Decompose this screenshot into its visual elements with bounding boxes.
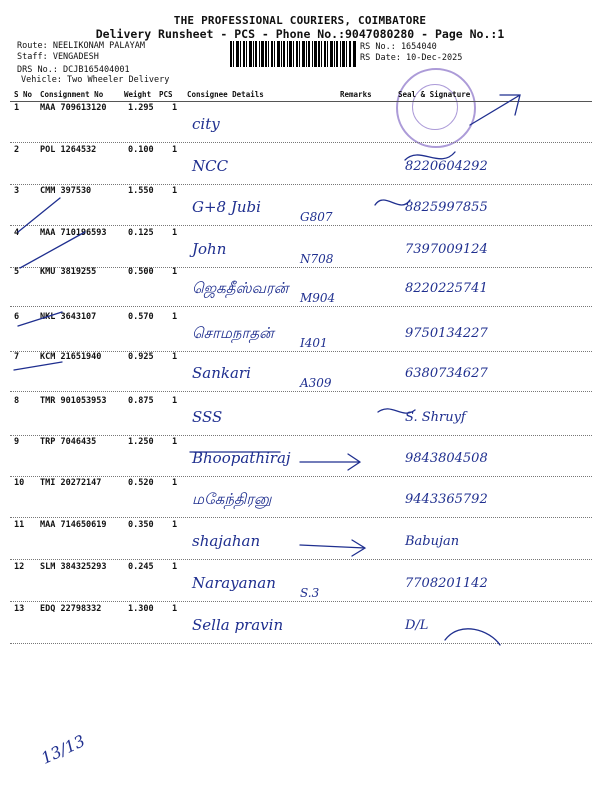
row-pcs: 1 <box>172 478 178 488</box>
row-consignee-extra: S.3 <box>300 586 320 600</box>
row-signature: 7708201142 <box>405 576 488 591</box>
row-sno: 1 <box>14 103 20 113</box>
row-consignment-no: KMU 3819255 <box>40 267 97 277</box>
row-weight: 1.250 <box>128 437 154 447</box>
row-signature: 9750134227 <box>405 326 488 341</box>
header-rule <box>10 101 592 102</box>
row-consignee: shajahan <box>192 532 261 550</box>
row-weight: 0.875 <box>128 396 154 406</box>
row-divider <box>10 476 592 477</box>
row-sno: 7 <box>14 352 20 362</box>
row-consignee: Narayanan <box>192 574 276 592</box>
row-divider <box>10 267 592 268</box>
row-pcs: 1 <box>172 103 178 113</box>
row-consignee: city <box>192 115 220 133</box>
row-sno: 11 <box>14 520 25 530</box>
col-consignee: Consignee Details <box>187 90 264 99</box>
row-divider <box>10 225 592 226</box>
row-sno: 10 <box>14 478 25 488</box>
col-weight: Weight <box>124 90 152 99</box>
row-weight: 0.125 <box>128 228 154 238</box>
row-signature: Babujan <box>405 534 460 549</box>
seal-stamp <box>396 68 476 148</box>
row-weight: 0.245 <box>128 562 154 572</box>
row-pcs: 1 <box>172 562 178 572</box>
row-divider <box>10 142 592 143</box>
row-signature: S. Shruyf <box>405 410 466 425</box>
row-sno: 2 <box>14 145 20 155</box>
row-signature: 9443365792 <box>405 492 488 507</box>
row-weight: 0.350 <box>128 520 154 530</box>
row-consignment-no: NKL 3643107 <box>40 312 97 322</box>
drs-number: DRS No.: DCJB165404001 <box>17 65 130 75</box>
col-remarks: Remarks <box>340 90 372 99</box>
row-consignee-extra: N708 <box>300 252 334 266</box>
row-weight: 0.570 <box>128 312 154 322</box>
row-divider <box>10 517 592 518</box>
col-seal-signature: Seal & Signature <box>398 90 471 99</box>
row-consignment-no: KCM 21651940 <box>40 352 102 362</box>
row-weight: 0.500 <box>128 267 154 277</box>
col-sno: S No <box>14 90 33 99</box>
rs-number: RS No.: 1654040 <box>360 42 437 52</box>
row-signature: 8220225741 <box>405 281 488 296</box>
row-consignee: SSS <box>192 408 223 426</box>
row-consignee-extra: I401 <box>300 336 328 350</box>
row-consignee: NCC <box>192 157 229 175</box>
row-consignee: சொமநாதன் <box>192 324 274 342</box>
row-sno: 4 <box>14 228 20 238</box>
row-consignee: Sankari <box>192 364 251 382</box>
row-consignee-extra: G807 <box>300 210 333 224</box>
row-consignee-extra: A309 <box>300 376 332 390</box>
row-sno: 9 <box>14 437 20 447</box>
row-consignment-no: CMM 397530 <box>40 186 92 196</box>
row-consignment-no: MAA 710196593 <box>40 228 107 238</box>
row-consignment-no: TMR 901053953 <box>40 396 107 406</box>
row-pcs: 1 <box>172 437 178 447</box>
row-consignee: John <box>192 240 227 258</box>
row-consignment-no: MAA 714650619 <box>40 520 107 530</box>
row-consignment-no: MAA 709613120 <box>40 103 107 113</box>
row-sno: 12 <box>14 562 25 572</box>
row-sno: 8 <box>14 396 20 406</box>
row-weight: 0.100 <box>128 145 154 155</box>
row-consignment-no: EDQ 22798332 <box>40 604 102 614</box>
row-consignment-no: POL 1264532 <box>40 145 97 155</box>
row-signature: 6380734627 <box>405 366 488 381</box>
row-consignee-extra: M904 <box>300 291 336 305</box>
row-pcs: 1 <box>172 145 178 155</box>
row-signature: 8825997855 <box>405 200 488 215</box>
row-pcs: 1 <box>172 604 178 614</box>
row-pcs: 1 <box>172 352 178 362</box>
row-consignee: Bhoopathiraj <box>192 449 291 467</box>
row-consignee: G+8 Jubi <box>192 198 261 216</box>
row-consignment-no: TRP 7046435 <box>40 437 97 447</box>
row-sno: 3 <box>14 186 20 196</box>
row-weight: 0.520 <box>128 478 154 488</box>
row-consignment-no: SLM 384325293 <box>40 562 107 572</box>
row-divider <box>10 435 592 436</box>
row-pcs: 1 <box>172 396 178 406</box>
footer-count-mark: 13/13 <box>38 731 88 768</box>
row-divider <box>10 643 592 644</box>
col-consignment: Consignment No <box>40 90 104 99</box>
row-pcs: 1 <box>172 520 178 530</box>
row-divider <box>10 184 592 185</box>
row-divider <box>10 559 592 560</box>
row-pcs: 1 <box>172 312 178 322</box>
company-title: THE PROFESSIONAL COURIERS, COIMBATORE <box>173 14 427 27</box>
row-sno: 13 <box>14 604 25 614</box>
row-consignment-no: TMI 20272147 <box>40 478 102 488</box>
row-signature: 9843804508 <box>405 451 488 466</box>
row-pcs: 1 <box>172 186 178 196</box>
row-signature: 8220604292 <box>405 159 488 174</box>
rs-date: RS Date: 10-Dec-2025 <box>360 53 463 63</box>
row-weight: 1.550 <box>128 186 154 196</box>
row-divider <box>10 391 592 392</box>
row-sno: 5 <box>14 267 20 277</box>
row-consignee: ஜெகதீஸ்வரன் <box>192 279 289 297</box>
col-pcs: PCS <box>159 90 173 99</box>
row-divider <box>10 306 592 307</box>
staff-label: Staff: VENGADESH <box>17 52 99 62</box>
runsheet-subtitle: Delivery Runsheet - PCS - Phone No.:9047080280 - Page No.:1 <box>95 27 505 41</box>
row-consignee: Sella pravin <box>192 616 284 634</box>
row-pcs: 1 <box>172 228 178 238</box>
row-pcs: 1 <box>172 267 178 277</box>
row-signature: D/L <box>405 618 429 633</box>
vehicle-label: Vehicle: Two Wheeler Delivery <box>21 75 170 85</box>
row-divider <box>10 601 592 602</box>
row-weight: 1.295 <box>128 103 154 113</box>
row-consignee: மகேந்திரனு <box>192 490 272 508</box>
row-weight: 1.300 <box>128 604 154 614</box>
barcode-graphic <box>230 41 356 67</box>
row-sno: 6 <box>14 312 20 322</box>
row-signature: 7397009124 <box>405 242 488 257</box>
route-label: Route: NEELIKONAM PALAYAM <box>17 41 145 51</box>
row-weight: 0.925 <box>128 352 154 362</box>
